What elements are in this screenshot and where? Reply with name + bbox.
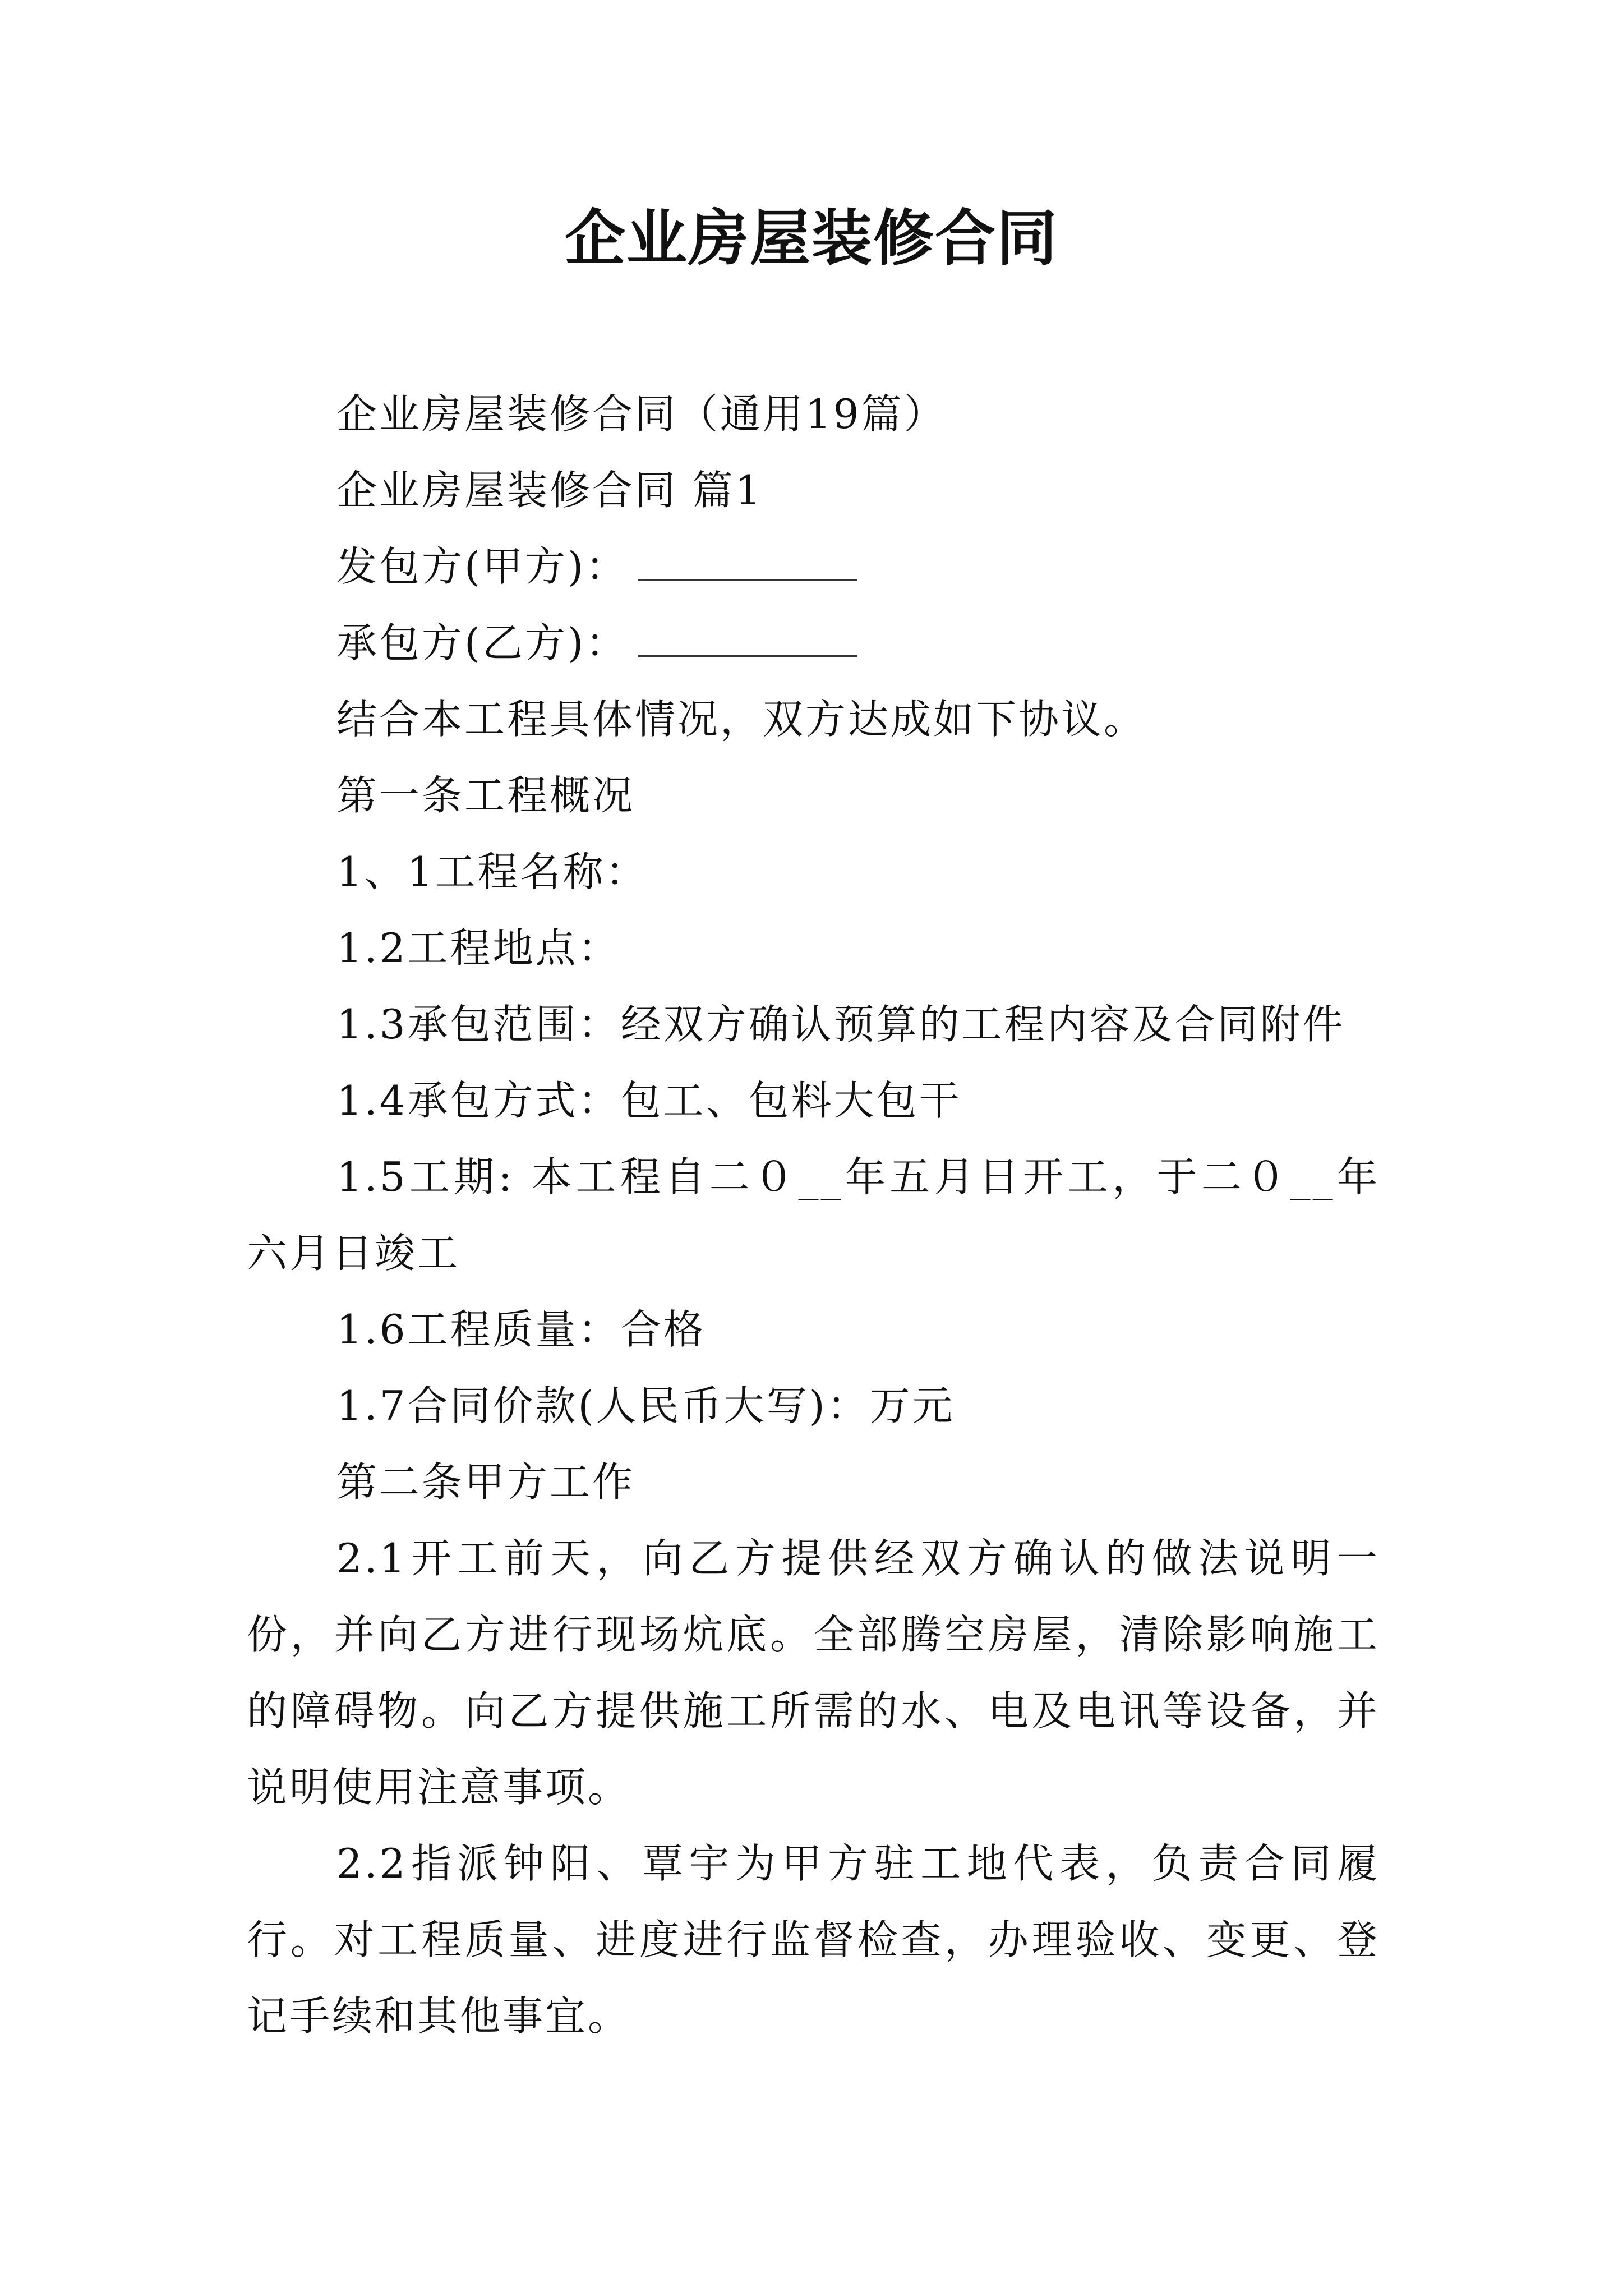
paragraph-party-a xyxy=(247,528,1380,605)
paragraph-1-6: 1.6工程质量：合格 xyxy=(336,1306,706,1353)
document-body xyxy=(247,376,1380,2054)
party-b-label: 承包方(乙方)： xyxy=(336,619,629,666)
party-a-blank-line xyxy=(638,545,857,581)
paragraph-subtitle: 企业房屋装修合同（通用19篇） xyxy=(336,390,947,438)
paragraph-1-1: 1、1工程名称： xyxy=(336,848,648,895)
paragraph-1-3: 1.3承包范围：经双方确认预算的工程内容及合同附件 xyxy=(336,1001,1345,1048)
party-a-label: 发包方(甲方)： xyxy=(336,543,629,590)
paragraph-1-5: 1.5工期: 本工程自二０__年五月日开工，于二０__年六月日竣工 xyxy=(247,1153,1380,1277)
paragraph-1-4: 1.4承包方式：包工、包料大包干 xyxy=(336,1077,962,1124)
paragraph-1-7: 1.7合同价款(人民币大写)：万元 xyxy=(336,1382,955,1429)
paragraph-2-1: 2.1开工前天，向乙方提供经双方确认的做法说明一份，并向乙方进行现场炕底。全部腾空房屋，清除影响施工的障碍物。向乙方提供施工所需的水、电及电讯等设备，并说明使用注意事项。 xyxy=(247,1535,1380,1811)
paragraph-article-2-heading: 第二条甲方工作 xyxy=(336,1458,635,1506)
paragraph-article-1-heading: 第一条工程概况 xyxy=(336,772,635,819)
paragraph-party-b xyxy=(247,605,1380,681)
party-b-blank-line xyxy=(638,622,857,657)
paragraph-section-heading: 企业房屋装修合同 篇1 xyxy=(336,467,763,514)
paragraph-agreement: 结合本工程具体情况，双方达成如下协议。 xyxy=(336,696,1147,743)
document-title: 企业房屋装修合同 xyxy=(564,203,1058,274)
paragraph-2-2: 2.2指派钟阳、覃宇为甲方驻工地代表，负责合同履行。对工程质量、进度进行监督检查，办理验收、变更、登记手续和其他事宜。 xyxy=(247,1840,1380,2040)
paragraph-1-2: 1.2工程地点： xyxy=(336,924,621,972)
